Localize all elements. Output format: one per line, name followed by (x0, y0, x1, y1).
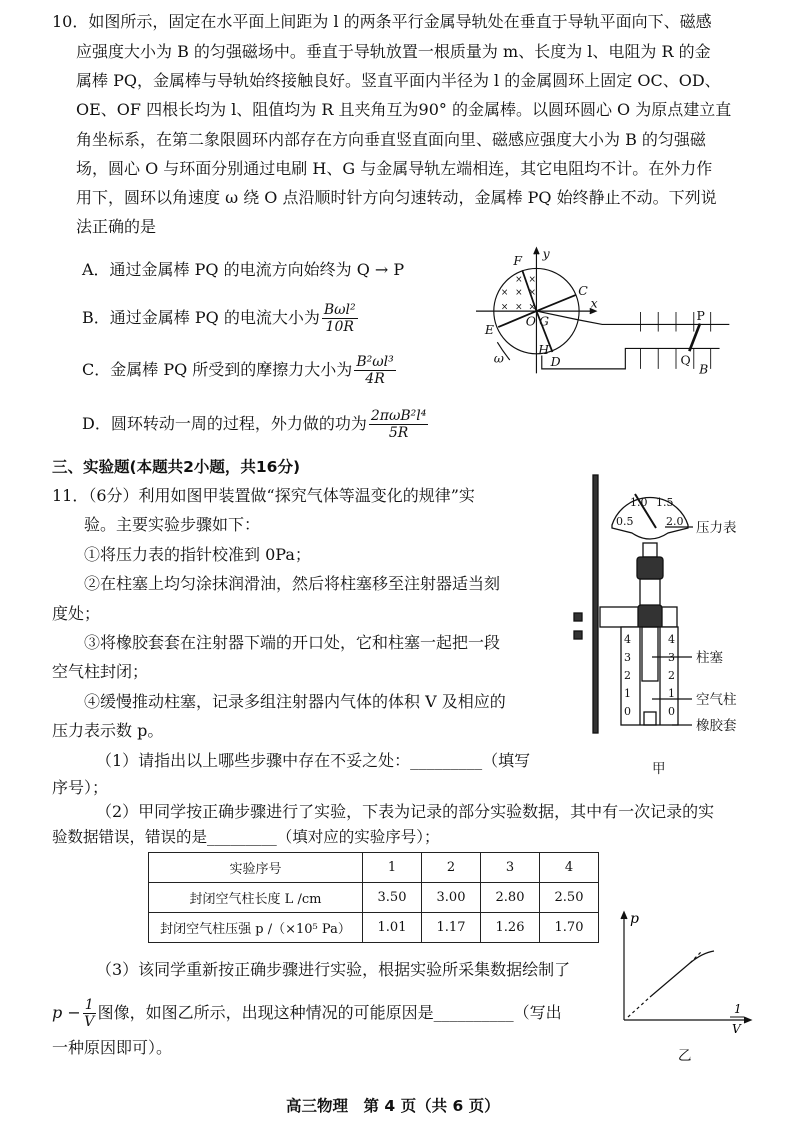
gauge-tick: 0.5 (616, 515, 634, 528)
table-cell: 2.50 (540, 883, 599, 913)
q11-line: 验数据错误，错误的是_________（填对应的实验序号）； (52, 828, 440, 846)
label-b: B (699, 361, 709, 377)
table-row (149, 883, 599, 913)
scale-tick: 0 (668, 705, 675, 718)
label-y: y (542, 245, 550, 261)
table-cell: 3.50 (363, 883, 422, 913)
table-header: 1 (363, 853, 422, 883)
q10-line: 应强度大小为 B 的匀强磁场中。垂直于导轨放置一根质量为 m、长度为 l、电阻为 R 的金 (76, 42, 711, 61)
svg-text:×: × (515, 302, 523, 313)
numerator: 1 (84, 997, 94, 1013)
table-header-row (149, 853, 599, 883)
label-p: P (696, 308, 705, 323)
option-a: A．通过金属棒 PQ 的电流方向始终为 Q → P (82, 260, 405, 279)
option-b (82, 298, 360, 338)
denominator: 10R (325, 319, 354, 335)
fraction (322, 302, 358, 335)
label-d: D (550, 354, 561, 370)
table-cell: 1.01 (363, 913, 422, 943)
q11-line: 压力表示数 p。 (52, 721, 164, 740)
numerator: Bωl² (323, 302, 356, 318)
label-o: O (525, 313, 536, 329)
q11-line: （2）甲同学按正确步骤进行了实验，下表为记录的部分实验数据，其中有一次记录的实 (96, 802, 715, 821)
denominator: V (84, 1014, 95, 1030)
label-omega: ω (493, 350, 504, 366)
fraction (83, 997, 96, 1030)
denominator: 4R (365, 371, 385, 387)
q11-line-text: 图像，如图乙所示，出现这种情况的可能原因是__________（写出 (97, 1003, 562, 1022)
q11-line: 度处； (52, 604, 101, 623)
scale-tick: 2 (624, 669, 631, 682)
table-row (149, 913, 599, 943)
svg-text:×: × (528, 288, 536, 299)
q11-line: （3）该同学重新按正确步骤进行实验，根据实验所采集数据绘制了 (96, 960, 571, 979)
scale-tick: 0 (624, 705, 631, 718)
option-d-text: D．圆环转动一周的过程，外力做的功为 (82, 414, 367, 433)
label-h: H (538, 341, 550, 357)
q10-line: 角坐标系，在第二象限圆环内部存在方向垂直竖直面向里、磁感应强度大小为 B 的匀强磁 (76, 130, 706, 149)
q11-line: 空气柱封闭； (52, 662, 149, 681)
axis-label-num: 1 (734, 1002, 742, 1016)
syringe-apparatus-figure (560, 450, 780, 780)
option-d (82, 404, 430, 444)
q10-line: 法正确的是 (76, 217, 157, 236)
p-vs-inverse-v-graph (610, 905, 760, 1065)
fraction (369, 408, 429, 441)
q11-line: ④缓慢推动柱塞，记录多组注射器内气体的体积 V 及相应的 (84, 692, 506, 711)
q11-line: 一种原因即可）。 (52, 1038, 173, 1057)
scale-tick: 2 (668, 669, 675, 682)
q11-line: （1）请指出以上哪些步骤中存在不妥之处：_________（填写 (96, 751, 531, 770)
q11-line: 序号）； (52, 778, 109, 797)
label-e: E (484, 322, 494, 338)
svg-text:×: × (500, 302, 509, 313)
label-c: C (578, 283, 588, 299)
numerator: 2πωB²l⁴ (370, 408, 427, 424)
q11-line: 验。主要实验步骤如下： (84, 515, 261, 534)
p-minus: p − (52, 1003, 81, 1022)
q10-circuit-figure (440, 240, 800, 400)
table-cell: 2.80 (481, 883, 540, 913)
scale-tick: 3 (668, 651, 675, 664)
q11-line-graph (52, 993, 562, 1033)
label-plunger: 柱塞 (696, 650, 723, 666)
table-cell: 1.26 (481, 913, 540, 943)
figure-caption: 乙 (678, 1048, 692, 1064)
scale-tick: 4 (624, 633, 631, 646)
q11-line: ①将压力表的指针校准到 0Pa； (84, 545, 311, 564)
gauge-tick: 2.0 (666, 515, 684, 528)
axis-label-den: V (732, 1022, 741, 1036)
scale-tick: 4 (668, 633, 675, 646)
axis-label-p: p (630, 911, 639, 927)
q10-line: 10．如图所示，固定在水平面上间距为 l 的两条平行金属导轨处在垂直于导轨平面向下、磁感 (52, 12, 712, 31)
table-header: 实验序号 (149, 853, 363, 883)
table-cell: 封闭空气柱压强 p /（×10⁵ Pa） (149, 913, 363, 943)
table-header: 2 (422, 853, 481, 883)
denominator: 5R (388, 425, 409, 441)
table-cell: 封闭空气柱长度 L /cm (149, 883, 363, 913)
data-table (148, 852, 599, 943)
numerator: B²ωl³ (356, 354, 394, 370)
option-c-text: C．金属棒 PQ 所受到的摩擦力大小为 (82, 360, 353, 379)
q11-line: ②在柱塞上均匀涂抹润滑油，然后将柱塞移至注射器适当刻 (84, 574, 501, 593)
label-f: F (513, 252, 522, 268)
option-c (82, 350, 398, 390)
scale-tick: 1 (624, 687, 631, 700)
gauge-tick: 1.5 (656, 496, 674, 509)
scale-tick: 1 (668, 687, 675, 700)
label-x: x (590, 295, 598, 311)
page-footer: 高三物理 第 4 页（共 6 页） (286, 1097, 500, 1115)
table-cell: 1.70 (540, 913, 599, 943)
svg-text:×: × (528, 274, 536, 285)
svg-text:×: × (528, 302, 536, 313)
svg-text:×: × (515, 274, 523, 285)
gauge-tick: 1.0 (630, 496, 648, 509)
q10-line: 属棒 PQ，金属棒与导轨始终接触良好。竖直平面内半径为 l 的金属圆环上固定 OC、OD、 (76, 71, 721, 90)
table-header: 3 (481, 853, 540, 883)
q10-line: 用下，圆环以角速度 ω 绕 O 点沿顺时针方向匀速转动，金属棒 PQ 始终静止不动。下列说 (76, 188, 717, 207)
label-q: Q (680, 352, 691, 368)
section-title: 三、实验题(本题共2小题，共16分) (52, 458, 301, 476)
figure-caption: 甲 (652, 761, 666, 777)
option-b-text: B．通过金属棒 PQ 的电流大小为 (82, 308, 320, 327)
label-g: G (539, 313, 550, 329)
table-cell: 3.00 (422, 883, 481, 913)
table-cell: 1.17 (422, 913, 481, 943)
label-air-column: 空气柱 (696, 692, 737, 708)
q10-line: OE、OF 四根长均为 l、阻值均为 R 且夹角互为90° 的金属棒。以圆环圆心 O 为原点建立直 (76, 100, 732, 119)
svg-text:×: × (515, 288, 523, 299)
q11-line: ③将橡胶套套在注射器下端的开口处，它和柱塞一起把一段 (84, 633, 501, 652)
label-rubber-cap: 橡胶套 (696, 718, 737, 734)
scale-tick: 3 (624, 651, 631, 664)
fraction (354, 354, 395, 387)
svg-text:×: × (500, 288, 509, 299)
q11-line: 11．（6分）利用如图甲装置做“探究气体等温变化的规律”实 (52, 486, 475, 505)
label-gauge: 压力表 (696, 520, 737, 536)
table-header: 4 (540, 853, 599, 883)
q10-line: 场，圆心 O 与环面分别通过电刷 H、G 与金属导轨左端相连，其它电阻均不计。在外力作 (76, 159, 713, 178)
